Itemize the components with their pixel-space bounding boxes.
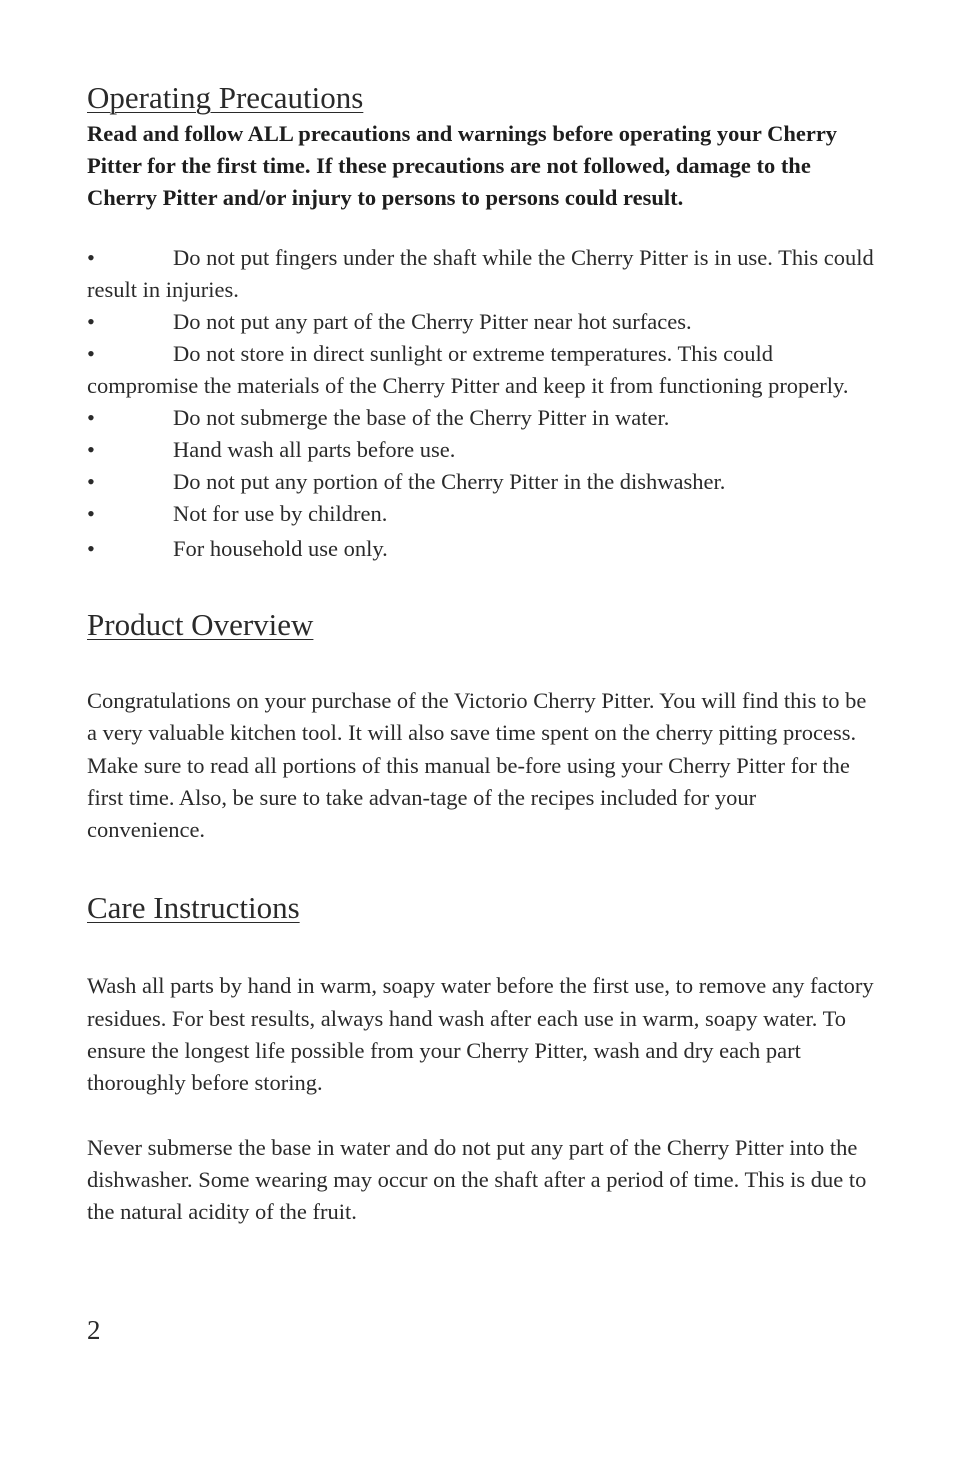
precautions-warning: Read and follow ALL precautions and warnings before operating your Cherry Pitter for the first time. If these precautions are not followed, damage to the Cherry Pitter and/or injury to persons to persons could result. bbox=[87, 121, 838, 210]
list-item bbox=[87, 306, 877, 338]
list-item-text: Do not submerge the base of the Cherry Pitter in water. bbox=[173, 405, 670, 430]
care-paragraph-2: Never submerse the base in water and do not put any part of the Cherry Pitter into the dishwasher. Some wearing may occur on the shaft after a period of time. This is due to the natural acidity of the fruit. bbox=[87, 1134, 867, 1225]
care-paragraph-1: Wash all parts by hand in warm, soapy water before the first use, to remove any factory residues. For best results, always hand wash after each use in warm, soapy water. To ensure the longest life possible from your Cherry Pitter, wash and dry each part thoroughly before storing. bbox=[87, 973, 874, 1096]
list-item-text: Hand wash all parts before use. bbox=[173, 437, 456, 462]
bullet-icon: • bbox=[87, 341, 95, 366]
list-item bbox=[87, 498, 877, 530]
list-item-text: Do not put any part of the Cherry Pitter near hot surfaces. bbox=[173, 309, 692, 334]
list-item-text: Do not put fingers under the shaft while the Cherry Pitter is in use. This could result in injuries. bbox=[87, 245, 874, 302]
list-item bbox=[87, 402, 877, 434]
bullet-icon: • bbox=[87, 536, 95, 561]
list-item-text: Not for use by children. bbox=[173, 501, 388, 526]
list-item bbox=[87, 533, 877, 565]
bullet-icon: • bbox=[87, 405, 95, 430]
list-item bbox=[87, 242, 877, 306]
list-item bbox=[87, 338, 877, 402]
care-instructions-section bbox=[87, 888, 877, 1228]
list-item bbox=[87, 466, 877, 498]
product-overview-section bbox=[87, 605, 877, 846]
list-item-text: For household use only. bbox=[173, 536, 388, 561]
operating-precautions-heading: Operating Precautions bbox=[87, 80, 364, 115]
bullet-icon: • bbox=[87, 501, 95, 526]
list-item-text: Do not store in direct sunlight or extreme temperatures. This could compromise the materials of the Cherry Pitter and keep it from functioning properly. bbox=[87, 341, 849, 398]
product-overview-text: Congratulations on your purchase of the Victorio Cherry Pitter. You will find this to be a very valuable kitchen tool. It will also save time spent on the cherry pitting process. Make sure to read all portions of this manual be-fore using your Cherry Pitter for the first time. Also, be sure to take advan-tage of the recipes included for your convenience. bbox=[87, 688, 867, 843]
bullet-icon: • bbox=[87, 437, 95, 462]
care-instructions-heading: Care Instructions bbox=[87, 890, 300, 926]
list-item bbox=[87, 434, 877, 466]
list-item-text: Do not put any portion of the Cherry Pitter in the dishwasher. bbox=[173, 469, 726, 494]
precautions-list bbox=[87, 242, 877, 565]
operating-precautions-section bbox=[87, 78, 877, 565]
manual-page bbox=[87, 78, 877, 1229]
bullet-icon: • bbox=[87, 309, 95, 334]
bullet-icon: • bbox=[87, 469, 95, 494]
page-number: 2 bbox=[87, 1315, 101, 1345]
product-overview-heading: Product Overview bbox=[87, 607, 314, 642]
bullet-icon: • bbox=[87, 245, 95, 270]
